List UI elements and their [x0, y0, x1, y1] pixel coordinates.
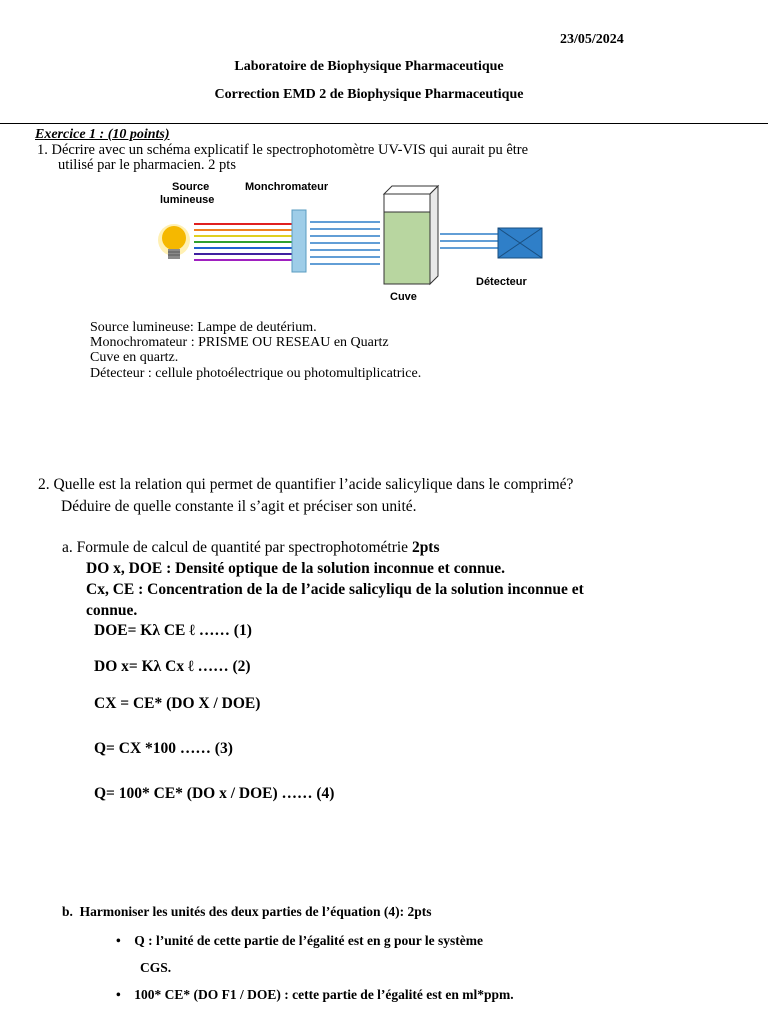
sub-question-b-text: Harmoniser les unités des deux parties de l’équation (4): 2pts: [79, 904, 432, 919]
bullet-icon: •: [116, 987, 121, 1002]
monochromator-label: Monchromateur: [245, 181, 329, 193]
question-2-line-2: Déduire de quelle constante il s’agit et préciser son unité.: [61, 498, 417, 515]
detector-icon: [498, 228, 542, 258]
equation-1: DOE= Kλ CE ℓ …… (1): [94, 622, 252, 639]
list-item: [116, 933, 483, 949]
detector-label: Détecteur: [476, 276, 527, 288]
sub-question-a-points: 2pts: [411, 539, 440, 556]
sub-question-a-prefix: a.: [62, 539, 73, 556]
equation-4: Q= 100* CE* (DO x / DOE) …… (4): [94, 785, 335, 802]
monochromator-icon: [292, 210, 306, 272]
equation-2: DO x= Kλ Cx ℓ …… (2): [94, 658, 251, 675]
cuvette-icon: [384, 186, 438, 284]
question-1-number: 1.: [37, 142, 48, 158]
cuve-label: Cuve: [390, 291, 417, 303]
sub-question-b: [62, 904, 432, 920]
question-2: [38, 474, 573, 518]
answer-cuve: Cuve en quartz.: [90, 350, 179, 365]
question-2-number: 2.: [38, 476, 50, 493]
question-1-line-2: utilisé par le pharmacien. 2 pts: [58, 157, 236, 173]
document-date: 23/05/2024: [560, 32, 624, 47]
exercise-title: Exercice 1 : (10 points): [35, 127, 170, 142]
answer-monochromator: Monochromateur : PRISME OU RESEAU en Quartz: [90, 335, 389, 350]
light-bulb-icon: [158, 224, 190, 259]
question-2-line-1: Quelle est la relation qui permet de quantifier l’acide salicylique dans le comprimé?: [53, 476, 574, 493]
document-title: Correction EMD 2 de Biophysique Pharmaceutique: [214, 87, 524, 102]
equation-cx: CX = CE* (DO X / DOE): [94, 695, 261, 712]
lab-name: Laboratoire de Biophysique Pharmaceutique: [234, 59, 504, 74]
equation-3: Q= CX *100 …… (3): [94, 740, 233, 757]
source-label-2: lumineuse: [160, 194, 215, 206]
bullet-1-continuation: CGS.: [140, 960, 172, 975]
bullet-icon: •: [116, 933, 121, 948]
transmitted-rays: [440, 234, 498, 248]
list-item: [116, 987, 514, 1003]
monochromatic-rays: [310, 222, 380, 264]
definition-c: Cx, CE : Concentration de la de l’acide salicyliqu de la solution inconnue et: [86, 581, 584, 598]
light-rays: [194, 224, 292, 260]
bullet-1-text: Q : l’unité de cette partie de l’égalité est en g pour le système: [134, 933, 484, 948]
bullet-2-text: 100* CE* (DO F1 / DOE) : cette partie de l’égalité est en ml*ppm.: [134, 987, 514, 1002]
definition-do: DO x, DOE : Densité optique de la solution inconnue et connue.: [86, 560, 505, 577]
answer-source: Source lumineuse: Lampe de deutérium.: [90, 320, 317, 335]
sub-question-a-text: Formule de calcul de quantité par spectrophotométrie: [76, 539, 409, 556]
sub-question-b-prefix: b.: [62, 904, 73, 919]
answer-detector: Détecteur : cellule photoélectrique ou photomultiplicatrice.: [90, 366, 422, 381]
definition-c-cont: connue.: [86, 602, 138, 619]
question-1-line-1: Décrire avec un schéma explicatif le spectrophotomètre UV-VIS qui aurait pu être: [51, 142, 529, 158]
sub-question-a: [62, 537, 584, 621]
spectrophotometer-diagram: [150, 176, 560, 306]
source-label-1: Source: [172, 181, 210, 193]
header-divider: [0, 123, 768, 124]
question-1: [37, 143, 528, 173]
